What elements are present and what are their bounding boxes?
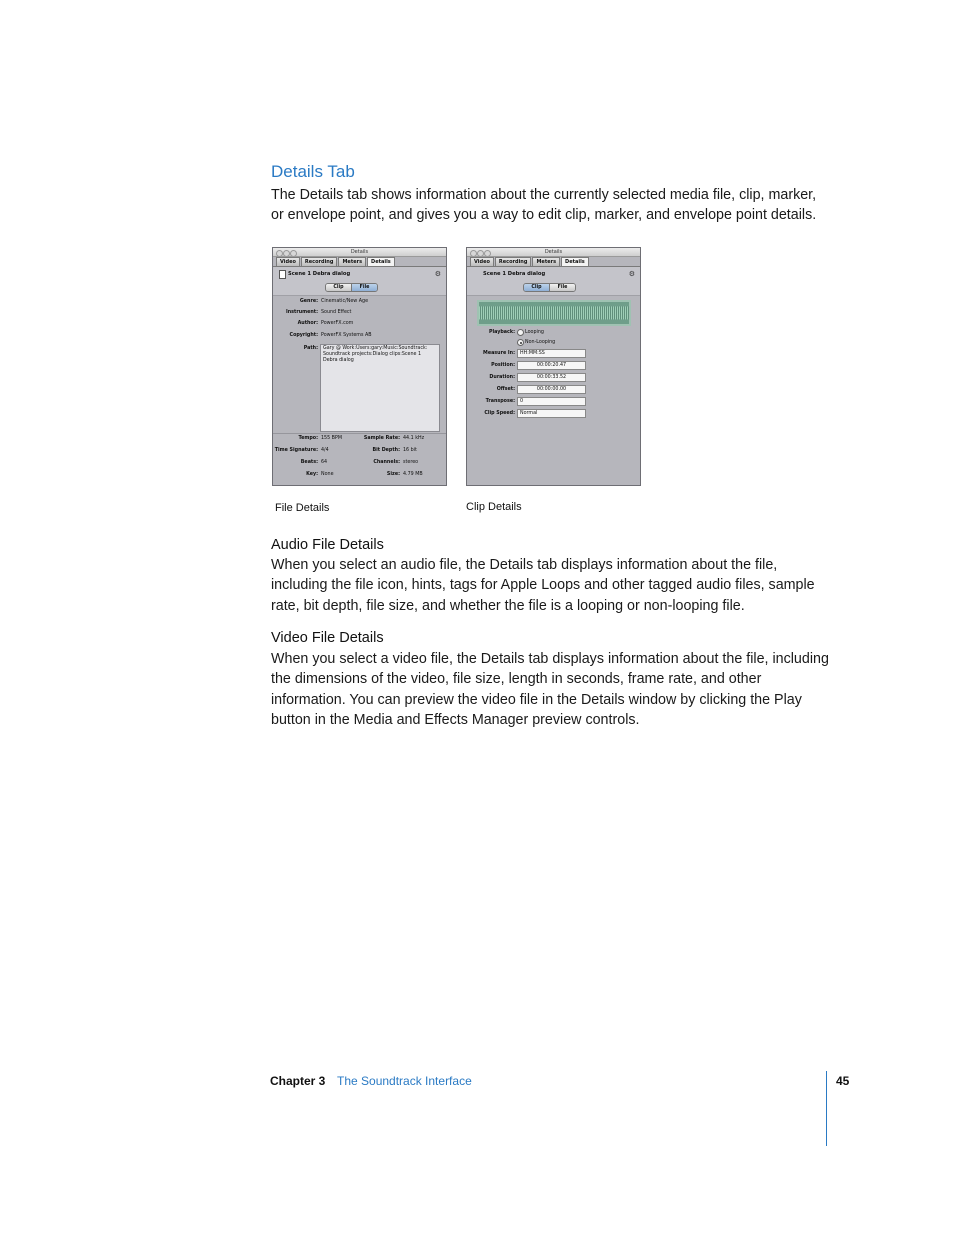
- non-looping-label: Non-Looping: [525, 340, 556, 345]
- window-title: Details: [544, 249, 563, 255]
- title-bar: [273, 248, 446, 257]
- path-field[interactable]: Gary @ Work:Users:gary:Music:Soundtrack: Soundtrack projects:Dialog clips:Scene 1 Debra dialog: [320, 344, 440, 432]
- clip-details-window: Details Video Recording Meters Details Scene 1 Debra dialog ⚙ Clip File Playback: Looping Non-Looping Measure In: HH:MM:SS Position: 00:00:20.47 Duration: 00:00:33.52 Offset: 00:00:00.00 Transpose: 0 Clip Speed: Normal: [466, 247, 641, 486]
- measure-popup[interactable]: HH:MM:SS: [517, 349, 586, 358]
- tab-meters[interactable]: Meters: [532, 257, 560, 266]
- file-details-caption: File Details: [275, 502, 330, 514]
- section-title: Details Tab: [271, 162, 355, 181]
- file-segment[interactable]: File: [549, 284, 575, 291]
- clip-file-toggle[interactable]: [325, 283, 378, 292]
- transpose-field[interactable]: 0: [517, 397, 586, 406]
- tab-recording[interactable]: Recording: [495, 257, 532, 266]
- audio-heading: Audio File Details: [271, 537, 384, 553]
- footer-chapter-title[interactable]: The Soundtrack Interface: [337, 1074, 472, 1088]
- scene-name: Scene 1 Debra dialog: [288, 271, 351, 277]
- scene-name: Scene 1 Debra dialog: [483, 271, 546, 277]
- looping-label: Looping: [525, 330, 544, 335]
- file-details-window: Details Video Recording Meters Details Scene 1 Debra dialog ⚙ Clip File Genre: Cinematic/New Age Instrument: Sound Effect Author: PowerFX.com Copyright: PowerFX Systems AB Path: Gary @ Work:Users:gary:Music:Soundtrack: Soundtrack projects:Dialog clips:Scene 1 Debra dialog Tempo: 155 BPM Sample Rate: 44.1 kHz Time Signature: 4/4 Bit Depth: 16 bit Beats: 64 Channels: stereo Key: None Size: 4.79 MB: [272, 247, 447, 486]
- audio-file-icon: [279, 270, 286, 279]
- intro-paragraph: The Details tab shows information about the currently selected media file, clip, marker, or envelope point, and gives you a way to edit clip, marker, and envelope point details.: [271, 187, 817, 224]
- gear-icon[interactable]: ⚙: [628, 270, 635, 278]
- file-segment[interactable]: File: [351, 284, 377, 291]
- video-paragraph: When you select a video file, the Details tab displays information about the file, including the dimensions of the video, file size, length in seconds, frame rate, and other information. You can preview the video file in the Details window by clicking the Play button in the Media and Effects Manager preview controls.: [271, 651, 829, 728]
- tab-video[interactable]: Video: [470, 257, 494, 266]
- details-header: [467, 267, 640, 296]
- clip-waveform[interactable]: [477, 300, 631, 326]
- clip-segment[interactable]: Clip: [524, 284, 549, 291]
- footer-divider: [826, 1071, 827, 1146]
- duration-field[interactable]: 00:00:33.52: [517, 373, 586, 382]
- details-header: [273, 267, 446, 296]
- tab-details[interactable]: Details: [561, 257, 589, 266]
- tab-video[interactable]: Video: [276, 257, 300, 266]
- looping-radio[interactable]: [517, 329, 524, 336]
- clip-speed-popup[interactable]: Normal: [517, 409, 586, 418]
- audio-paragraph: When you select an audio file, the Details tab displays information about the file, including the file icon, hints, tags for Apple Loops and other tagged audio files, sample rate, bit depth, file size, and whether the file is a looping or non-looping file.: [271, 557, 815, 614]
- window-title: Details: [350, 249, 369, 255]
- gear-icon[interactable]: ⚙: [434, 270, 441, 278]
- title-bar: [467, 248, 640, 257]
- tab-recording[interactable]: Recording: [301, 257, 338, 266]
- clip-details-caption: Clip Details: [466, 501, 522, 513]
- position-field[interactable]: 00:00:20.47: [517, 361, 586, 370]
- video-heading: Video File Details: [271, 630, 384, 646]
- non-looping-radio[interactable]: [517, 339, 524, 346]
- page-number: 45: [836, 1074, 850, 1088]
- clip-segment[interactable]: Clip: [326, 284, 351, 291]
- tab-details[interactable]: Details: [367, 257, 395, 266]
- footer-chapter: Chapter 3: [270, 1074, 326, 1088]
- clip-file-toggle[interactable]: [523, 283, 576, 292]
- offset-field[interactable]: 00:00:00.00: [517, 385, 586, 394]
- tab-meters[interactable]: Meters: [338, 257, 366, 266]
